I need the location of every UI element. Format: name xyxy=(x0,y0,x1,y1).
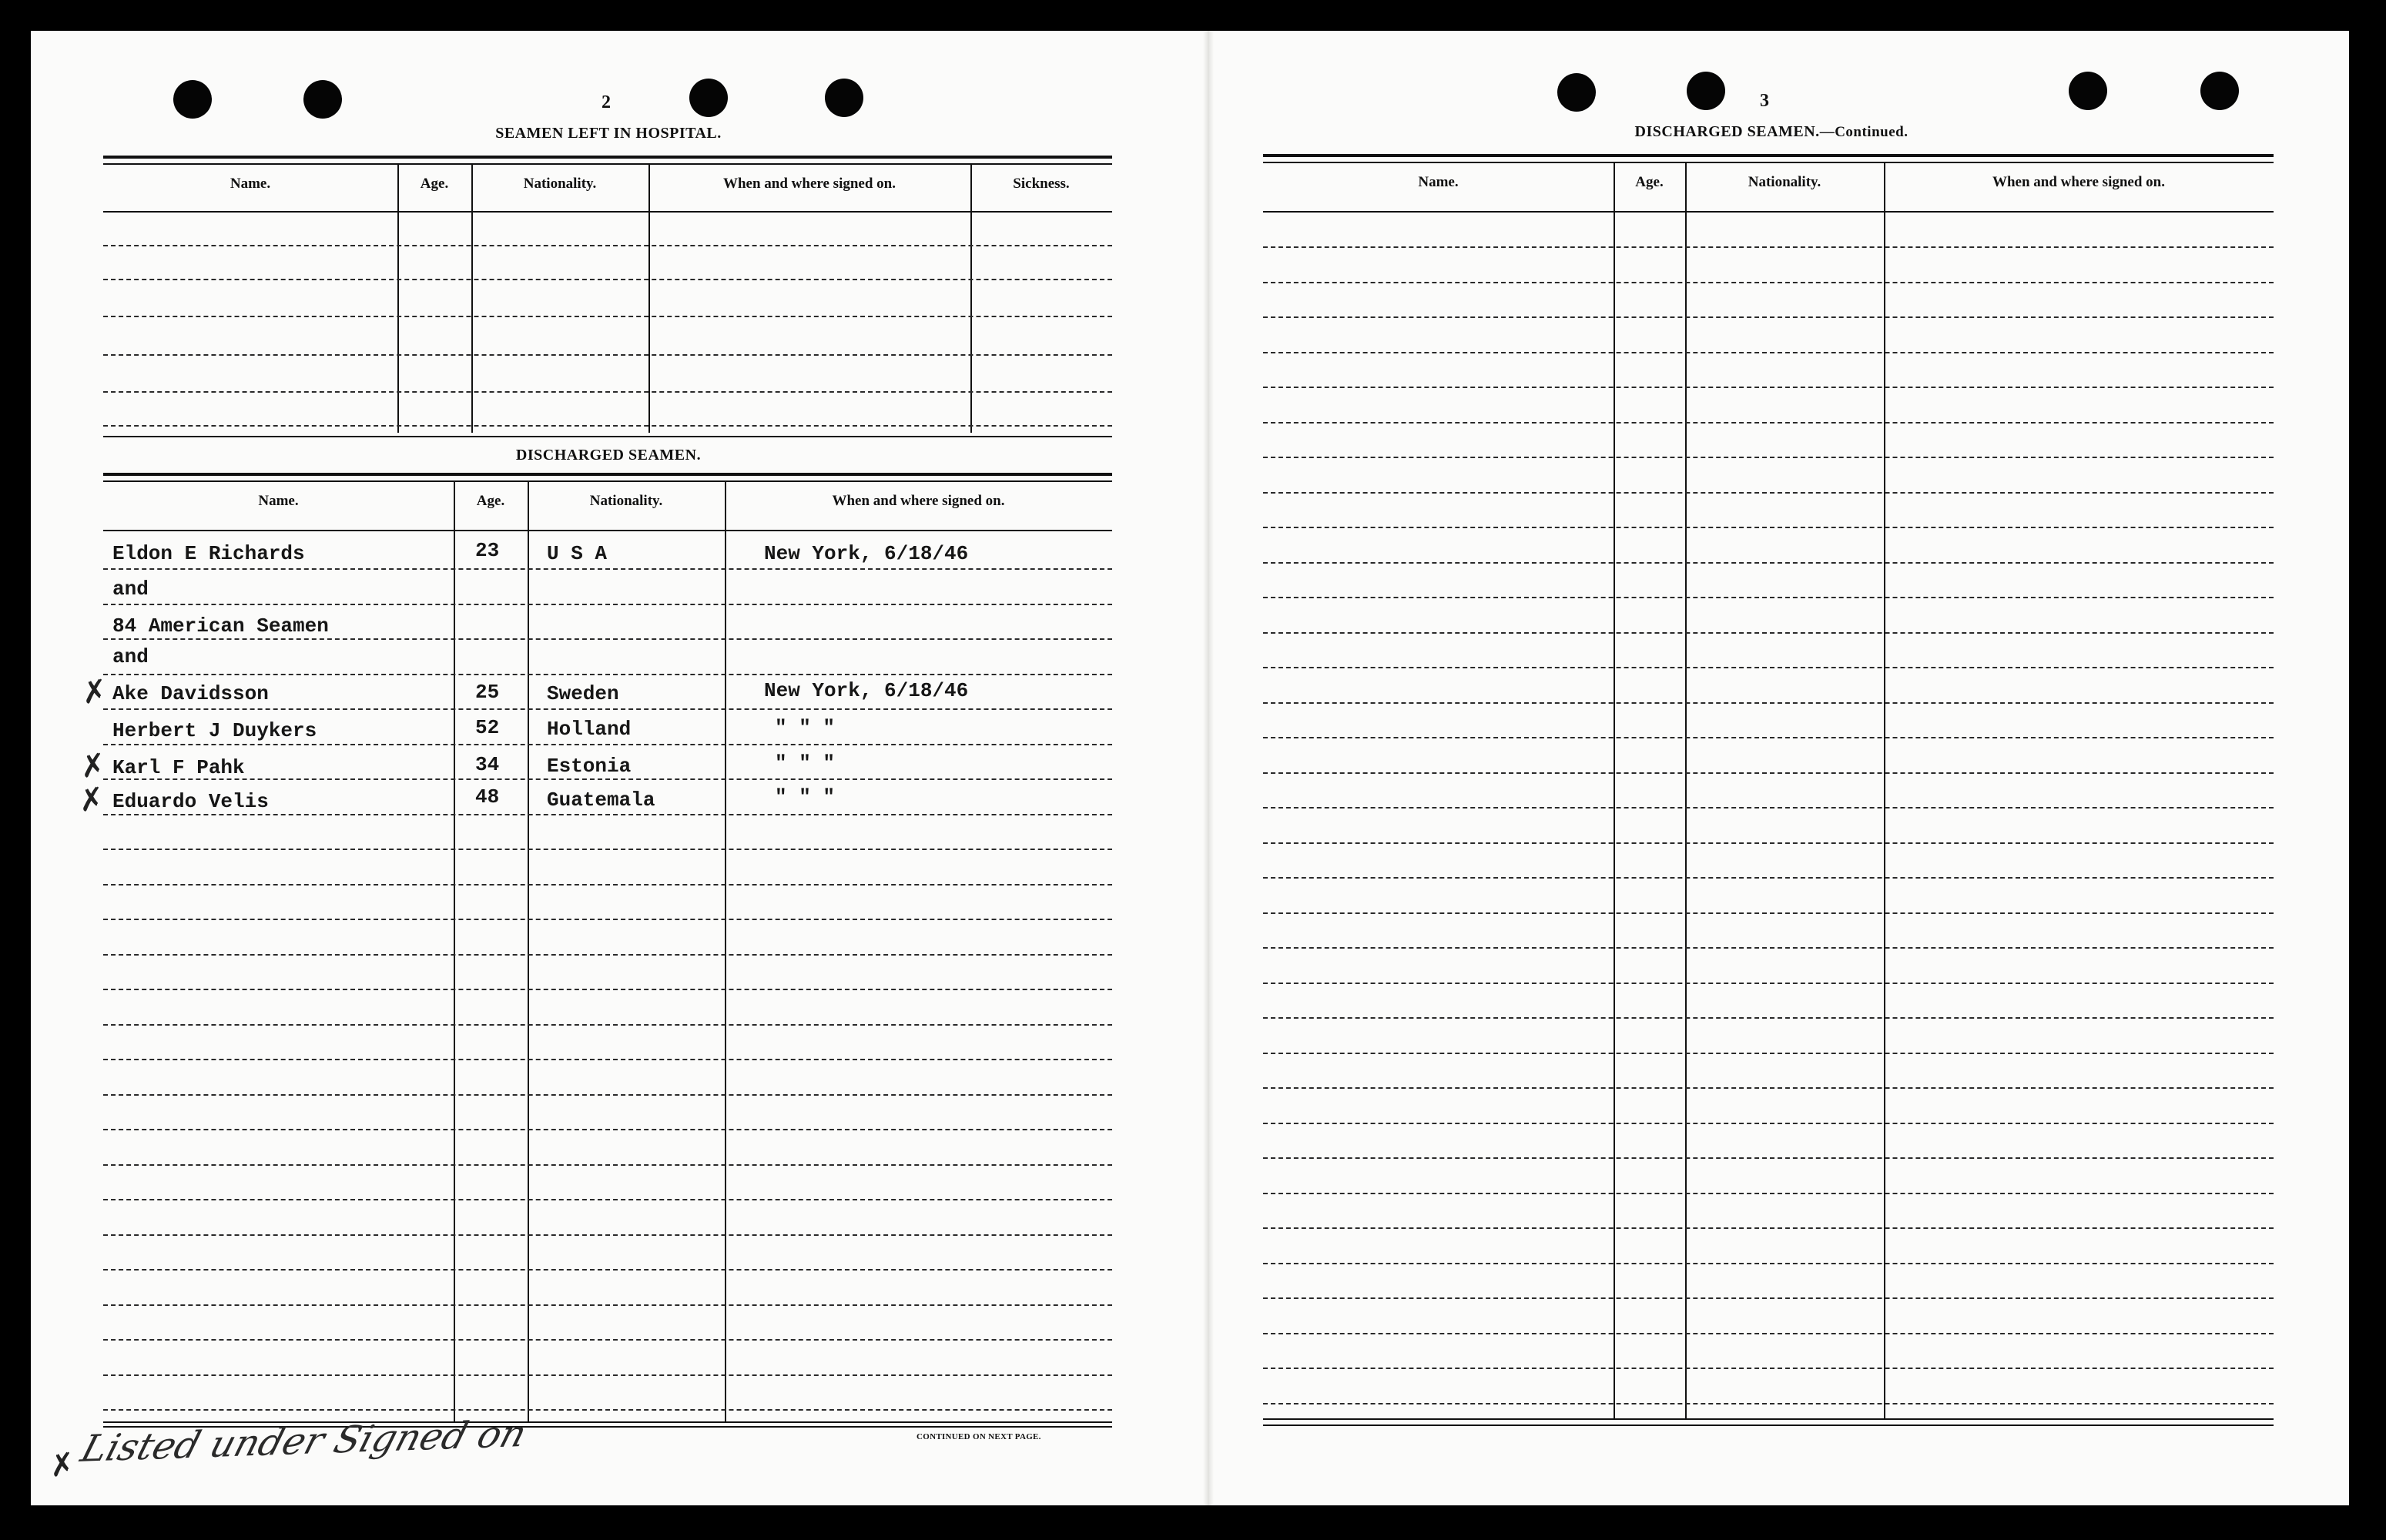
table-row-age: 48 xyxy=(475,785,500,808)
table-row-name: and xyxy=(112,645,149,668)
ruled-line xyxy=(1263,983,2274,984)
ruled-line xyxy=(1263,912,2274,914)
ruled-line xyxy=(1263,282,2274,283)
ruled-line xyxy=(103,1269,1112,1270)
table-row-name: Eduardo Velis xyxy=(112,790,269,813)
punch-hole xyxy=(173,80,212,119)
ruled-line xyxy=(103,1129,1112,1130)
ruled-line xyxy=(103,1304,1112,1306)
ruled-line xyxy=(103,1164,1112,1166)
ruled-line xyxy=(103,1059,1112,1060)
table-row-signed-on: New York, 6/18/46 xyxy=(764,542,969,565)
ruled-line xyxy=(103,674,1112,675)
ruled-line xyxy=(103,568,1112,570)
ruled-line xyxy=(103,778,1112,780)
ruled-line xyxy=(1263,667,2274,668)
right-section-title-text: DISCHARGED SEAMEN. xyxy=(1634,123,1820,140)
ruled-line xyxy=(1263,352,2274,353)
ruled-line xyxy=(1263,1368,2274,1369)
table-row-name: and xyxy=(112,578,149,601)
hospital-header-nationality: Nationality. xyxy=(523,176,597,192)
ruled-line xyxy=(1263,492,2274,494)
continued-footer: CONTINUED ON NEXT PAGE. xyxy=(917,1432,1041,1441)
table-row-name: Karl F Pahk xyxy=(112,756,245,779)
table-row-signed-on: " " " xyxy=(775,785,836,808)
check-mark: ✗ xyxy=(79,672,110,712)
table-row-age: 52 xyxy=(475,716,500,739)
ruled-line xyxy=(1263,632,2274,634)
discharged-section-title: DISCHARGED SEAMEN. xyxy=(515,447,702,464)
page-number-right: 3 xyxy=(1760,91,1769,111)
ruled-line xyxy=(1263,877,2274,879)
ruled-line xyxy=(103,744,1112,745)
punch-hole xyxy=(1687,72,1725,110)
ruled-line xyxy=(103,1199,1112,1200)
table-row-name: Herbert J Duykers xyxy=(112,719,317,742)
right-header-signed-on: When and where signed on. xyxy=(1992,174,2165,190)
punch-hole xyxy=(1557,73,1596,112)
ruled-line xyxy=(1263,737,2274,738)
table-row-age: 25 xyxy=(475,681,500,704)
hospital-header-sickness: Sickness. xyxy=(1013,176,1070,192)
ruled-line xyxy=(103,708,1112,710)
ruled-line xyxy=(1263,316,2274,318)
table-row-nationality: Holland xyxy=(547,718,632,741)
hospital-header-signed-on: When and where signed on. xyxy=(722,176,896,192)
ruled-line xyxy=(1263,527,2274,528)
hospital-header-age: Age. xyxy=(420,176,449,192)
table-row-age: 34 xyxy=(475,753,500,776)
ruled-line xyxy=(1263,842,2274,844)
check-mark: ✗ xyxy=(77,746,109,786)
ruled-line xyxy=(1263,1087,2274,1089)
discharged-header-age: Age. xyxy=(476,493,505,509)
punch-hole xyxy=(689,79,728,117)
table-row-nationality: Estonia xyxy=(547,755,632,778)
page-gutter xyxy=(1203,31,1214,1505)
ruled-line xyxy=(103,989,1112,990)
ruled-line xyxy=(1263,246,2274,248)
handwritten-note: Listed under Signed on xyxy=(75,1412,531,1471)
check-mark: ✗ xyxy=(75,780,107,820)
table-row-age: 23 xyxy=(475,539,500,562)
ruled-line xyxy=(103,1339,1112,1341)
ruled-line xyxy=(103,919,1112,920)
punch-hole xyxy=(825,79,863,117)
ruled-line xyxy=(1263,1297,2274,1299)
right-header-nationality: Nationality. xyxy=(1748,174,1821,190)
table-row-nationality: U S A xyxy=(547,542,608,565)
table-row-name: 84 American Seamen xyxy=(112,614,329,638)
discharged-header-signed-on: When and where signed on. xyxy=(832,493,1005,509)
ruled-line xyxy=(1263,1193,2274,1194)
ruled-line xyxy=(103,1024,1112,1026)
ruled-line xyxy=(103,884,1112,886)
hospital-section-title: SEAMEN LEFT IN HOSPITAL. xyxy=(495,125,722,142)
punch-hole xyxy=(2069,72,2107,110)
ruled-line xyxy=(1263,1123,2274,1124)
ruled-line xyxy=(103,1234,1112,1236)
ruled-line xyxy=(103,604,1112,605)
table-row-signed-on: " " " xyxy=(775,752,836,775)
ruled-line xyxy=(103,1094,1112,1096)
table-row-name: Eldon E Richards xyxy=(112,542,305,565)
ruled-line xyxy=(1263,772,2274,774)
punch-hole xyxy=(2200,72,2239,110)
ruled-line xyxy=(1263,422,2274,424)
ruled-line xyxy=(1263,1157,2274,1159)
table-row-name: Ake Davidsson xyxy=(112,682,269,705)
ruled-line xyxy=(1263,1263,2274,1264)
discharged-header-name: Name. xyxy=(258,493,299,509)
ruled-line xyxy=(1263,457,2274,458)
ruled-line xyxy=(1263,702,2274,704)
ruled-line xyxy=(1263,1403,2274,1404)
ruled-line xyxy=(1263,1017,2274,1019)
ruled-line xyxy=(103,814,1112,815)
ruled-line xyxy=(1263,1333,2274,1334)
right-section-title xyxy=(1540,123,2002,141)
right-header-name: Name. xyxy=(1418,174,1459,190)
ledger-sheet xyxy=(31,31,2349,1505)
table-row-nationality: Guatemala xyxy=(547,788,655,812)
hospital-header-name: Name. xyxy=(230,176,271,192)
ruled-line xyxy=(103,849,1112,850)
ruled-line xyxy=(1263,562,2274,564)
ruled-line xyxy=(1263,387,2274,388)
ruled-line xyxy=(1263,597,2274,598)
table-row-signed-on: New York, 6/18/46 xyxy=(764,679,969,702)
ruled-line xyxy=(1263,807,2274,808)
table-row-signed-on: " " " xyxy=(775,716,836,739)
page-number-left: 2 xyxy=(602,92,611,112)
ruled-line xyxy=(103,954,1112,956)
discharged-header-nationality: Nationality. xyxy=(589,493,663,509)
ruled-line xyxy=(1263,1227,2274,1229)
check-mark: ✗ xyxy=(46,1445,78,1485)
ruled-line xyxy=(1263,1053,2274,1054)
ruled-line xyxy=(103,638,1112,640)
table-row-nationality: Sweden xyxy=(547,682,619,705)
right-section-title-suffix: —Continued. xyxy=(1819,124,1908,140)
right-header-age: Age. xyxy=(1635,174,1664,190)
ruled-line xyxy=(103,1409,1112,1411)
ruled-line xyxy=(103,1374,1112,1376)
punch-hole xyxy=(303,80,342,119)
ruled-line xyxy=(1263,947,2274,949)
